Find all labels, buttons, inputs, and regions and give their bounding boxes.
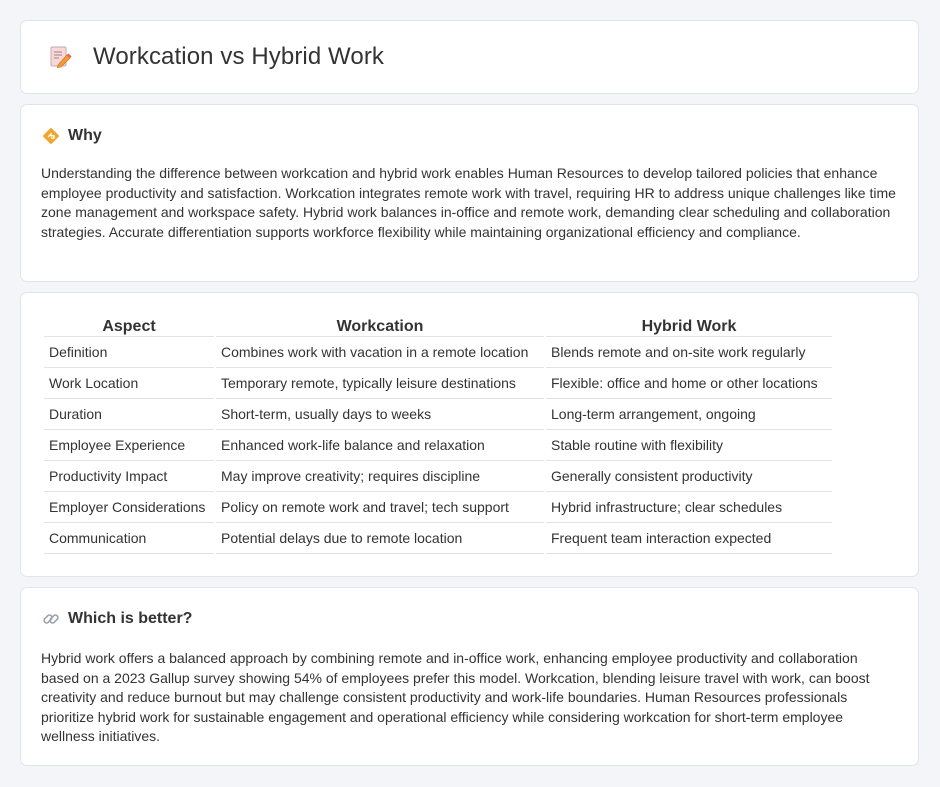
header-workcation: Workcation: [216, 315, 544, 337]
table-row: [44, 492, 832, 523]
cell-aspect: Work Location: [44, 368, 214, 399]
table-row: [44, 368, 832, 399]
why-text: Understanding the difference between workcation and hybrid work enables Human Resources to develop tailored policies that enhance employee productivity and satisfaction. Workcation integrates remote work with travel, requiring HR to address unique challenges like time zone management and workspace safety. Hybrid work balances in-office and remote work, demanding clear scheduling and collaboration strategies. Accurate differentiation supports workforce flexibility while maintaining organizational efficiency and compliance.: [41, 165, 896, 240]
cell-hybrid-work: Frequent team interaction expected: [546, 523, 832, 554]
better-heading: [42, 610, 192, 628]
better-text: Hybrid work offers a balanced approach by combining remote and in-office work, enhancing employee productivity and collaboration based on a 2023 Gallup survey showing 54% of employees prefer this model. Workcation, blending leisure travel with work, can boost creativity and reduce burnout but may challenge consistent productivity and work-life boundaries. Human Resources professionals prioritize hybrid work for sustainable engagement and operational efficiency while considering workcation for short-term employee wellness initiatives.: [41, 650, 870, 745]
table-row: [44, 399, 832, 430]
cell-workcation: Short-term, usually days to weeks: [216, 399, 544, 430]
cell-workcation: Enhanced work-life balance and relaxation: [216, 430, 544, 461]
why-title: Why: [68, 127, 102, 144]
cell-aspect: Employer Considerations: [44, 492, 214, 523]
better-title: Which is better?: [68, 610, 193, 627]
title-card: [20, 20, 919, 94]
table-row: [44, 461, 832, 492]
header-aspect: Aspect: [44, 315, 214, 337]
table-row: [44, 523, 832, 554]
header-hybrid-work: Hybrid Work: [546, 315, 832, 337]
table-header-row: [44, 315, 832, 337]
cell-aspect: Duration: [44, 399, 214, 430]
document-pencil-icon: [47, 44, 73, 70]
cell-hybrid-work: Hybrid infrastructure; clear schedules: [546, 492, 832, 523]
cell-workcation: Combines work with vacation in a remote location: [216, 337, 544, 368]
comparison-table: [42, 315, 834, 554]
page-title: Workcation vs Hybrid Work: [93, 43, 385, 70]
why-card: [20, 104, 919, 282]
cell-workcation: Policy on remote work and travel; tech support: [216, 492, 544, 523]
cell-workcation: Potential delays due to remote location: [216, 523, 544, 554]
diamond-sign-icon: [42, 127, 60, 145]
which-is-better-card: [20, 587, 919, 766]
cell-hybrid-work: Generally consistent productivity: [546, 461, 832, 492]
cell-aspect: Employee Experience: [44, 430, 214, 461]
cell-hybrid-work: Blends remote and on-site work regularly: [546, 337, 832, 368]
cell-hybrid-work: Flexible: office and home or other locations: [546, 368, 832, 399]
why-heading: [42, 127, 102, 145]
cell-aspect: Definition: [44, 337, 214, 368]
cell-workcation: May improve creativity; requires discipline: [216, 461, 544, 492]
cell-aspect: Communication: [44, 523, 214, 554]
comparison-card: [20, 292, 919, 577]
table-row: [44, 337, 832, 368]
table-row: [44, 430, 832, 461]
cell-workcation: Temporary remote, typically leisure destinations: [216, 368, 544, 399]
cell-hybrid-work: Long-term arrangement, ongoing: [546, 399, 832, 430]
cell-aspect: Productivity Impact: [44, 461, 214, 492]
cell-hybrid-work: Stable routine with flexibility: [546, 430, 832, 461]
link-icon: [42, 610, 60, 628]
